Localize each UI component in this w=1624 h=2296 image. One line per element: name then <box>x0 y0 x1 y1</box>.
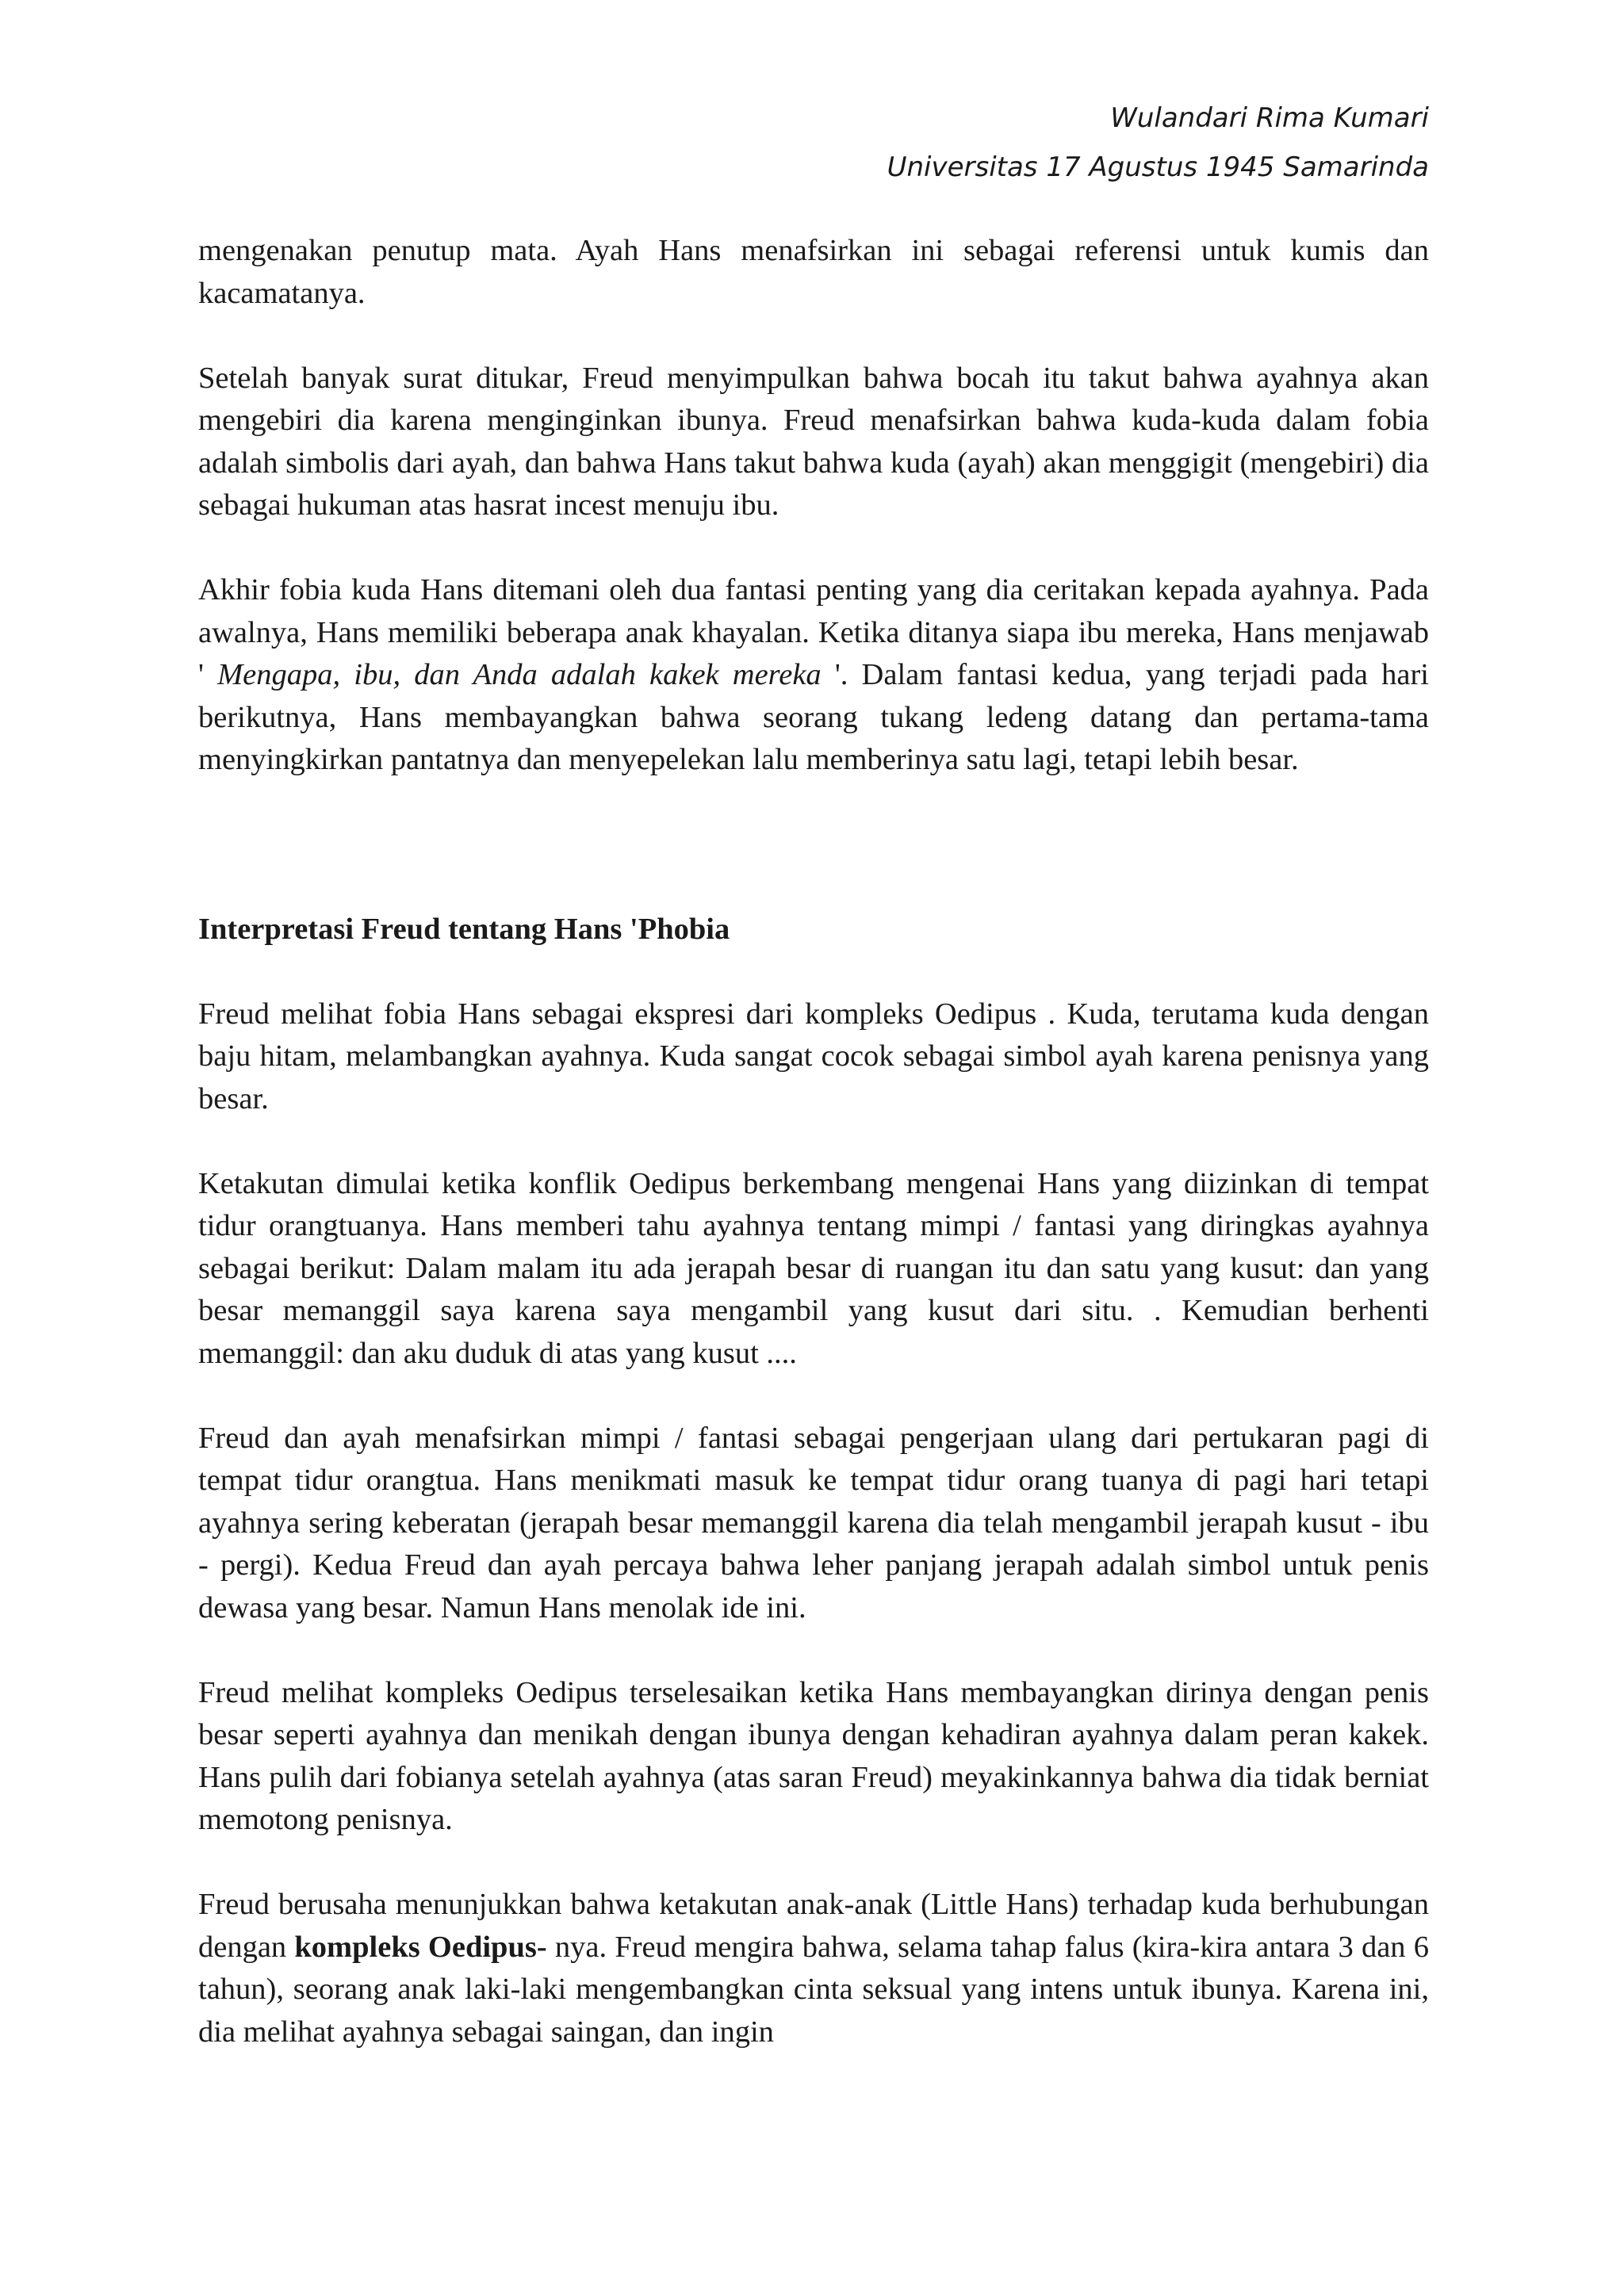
paragraph-2: Setelah banyak surat ditukar, Freud menyimpulkan bahwa bocah itu takut bahwa ayahnya akan mengebiri dia karena menginginkan ibunya. Freud menafsirkan bahwa kuda-kuda dalam fobia adalah simbolis dari ayah, dan bahwa Hans takut bahwa kuda (ayah) akan menggigit (mengebiri) dia sebagai hukuman atas hasrat incest menuju ibu. <box>198 361 1429 522</box>
paragraph-3-quote: Mengapa, ibu, dan Anda adalah kakek mereka <box>217 658 822 691</box>
paragraph-6: Freud dan ayah menafsirkan mimpi / fantasi sebagai pengerjaan ulang dari pertukaran pagi di tempat tidur orangtua. Hans menikmati masuk ke tempat tidur orang tuanya di pagi hari tetapi ayahnya sering keberatan (jerapah besar memanggil karena dia telah mengambil jerapah kusut - ibu - pergi). Kedua Freud dan ayah percaya bahwa leher panjang jerapah adalah simbol untuk penis dewasa yang besar. Namun Hans menolak ide ini. <box>198 1421 1429 1624</box>
institution-name: Universitas 17 Agustus 1945 Samarinda <box>887 151 1429 183</box>
paragraph-8-text-a: Freud berusaha menunjukkan bahwa ketakutan anak-anak (Little Hans) terhadap kuda berhubungan dengan <box>198 1888 1429 1964</box>
page-header <box>887 94 1429 192</box>
paragraph-8-bold-term: kompleks Oedipus- <box>294 1930 547 1964</box>
paragraph-1: mengenakan penutup mata. Ayah Hans menafsirkan ini sebagai referensi untuk kumis dan kacamatanya. <box>198 234 1429 310</box>
paragraph-8-text-b: nya. Freud mengira bahwa, selama tahap falus (kira-kira antara 3 dan 6 tahun), seorang anak laki-laki mengembangkan cinta seksual yang intens untuk ibunya. Karena ini, dia melihat ayahnya sebagai saingan, dan ingin <box>198 1930 1429 2049</box>
section-heading: Interpretasi Freud tentang Hans 'Phobia <box>198 912 730 946</box>
paragraph-8 <box>198 1884 1429 2053</box>
paragraph-3-text-a: Akhir fobia kuda Hans ditemani oleh dua fantasi penting yang dia ceritakan kepada ayahnya. Pada awalnya, Hans memiliki beberapa anak khayalan. Ketika ditanya siapa ibu mereka, Hans menjawab ' <box>198 573 1429 691</box>
paragraph-4: Freud melihat fobia Hans sebagai ekspresi dari kompleks Oedipus . Kuda, terutama kuda dengan baju hitam, melambangkan ayahnya. Kuda sangat cocok sebagai simbol ayah karena penisnya yang besar. <box>198 997 1429 1115</box>
document-body <box>198 230 1429 2096</box>
paragraph-5: Ketakutan dimulai ketika konflik Oedipus berkembang mengenai Hans yang diizinkan di tempat tidur orangtuanya. Hans memberi tahu ayahnya tentang mimpi / fantasi yang diringkas ayahnya sebagai berikut: Dalam malam itu ada jerapah besar di ruangan itu dan satu yang kusut: dan yang besar memanggil saya karena saya mengambil yang kusut dari situ. . Kemudian berhenti memanggil: dan aku duduk di atas yang kusut .... <box>198 1166 1429 1370</box>
paragraph-7: Freud melihat kompleks Oedipus terselesaikan ketika Hans membayangkan dirinya dengan penis besar seperti ayahnya dan menikah dengan ibunya dengan kehadiran ayahnya dalam peran kakek. Hans pulih dari fobianya setelah ayahnya (atas saran Freud) meyakinkannya bahwa dia tidak berniat memotong penisnya. <box>198 1675 1429 1836</box>
author-name: Wulandari Rima Kumari <box>1110 102 1429 134</box>
paragraph-3 <box>198 569 1429 782</box>
paragraph-3-text-b: '. Dalam fantasi kedua, yang terjadi pada hari berikutnya, Hans membayangkan bahwa seorang tukang ledeng datang dan pertama-tama menyingkirkan pantatnya dan menyepelekan lalu memberinya satu lagi, tetapi lebih besar. <box>198 658 1430 776</box>
